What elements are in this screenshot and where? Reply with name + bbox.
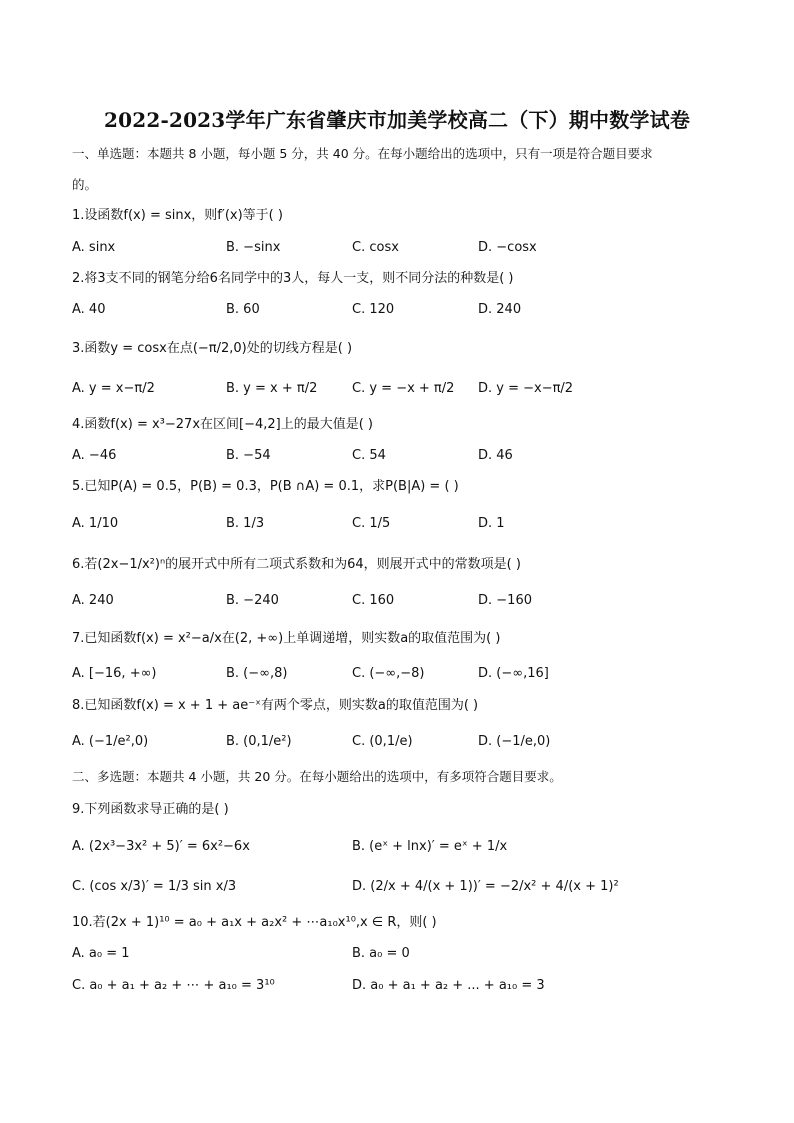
question-10-option-a: A. a₀ = 1 — [72, 946, 130, 961]
question-2-stem: 2.将3支不同的钢笔分给6名同学中的3人，每人一支，则不同分法的种数是( ) — [72, 271, 514, 286]
question-8-option-c: C. (0,1/e) — [352, 734, 413, 749]
question-4-option-a: A. −46 — [72, 448, 117, 463]
question-2-option-d: D. 240 — [478, 302, 522, 317]
question-3-option-c: C. y = −x + π/2 — [352, 381, 455, 396]
question-5-option-b: B. 1/3 — [226, 516, 265, 531]
question-2-option-c: C. 120 — [352, 302, 395, 317]
question-10-option-c: C. a₀ + a₁ + a₂ + ⋯ + a₁₀ = 3¹⁰ — [72, 978, 275, 993]
question-4-option-b: B. −54 — [226, 448, 271, 463]
question-6-option-d: D. −160 — [478, 593, 532, 608]
question-10-option-d: D. a₀ + a₁ + a₂ + ... + a₁₀ = 3 — [352, 978, 545, 993]
question-6-stem: 6.若(2x−1/x²)ⁿ的展开式中所有二项式系数和为64，则展开式中的常数项是( ) — [72, 557, 521, 572]
question-8-option-b: B. (0,1/e²) — [226, 734, 292, 749]
question-9-option-b: B. (eˣ + lnx)′ = eˣ + 1/x — [352, 839, 508, 854]
question-2-option-b: B. 60 — [226, 302, 260, 317]
question-1-option-d: D. −cosx — [478, 240, 537, 255]
question-4-option-d: D. 46 — [478, 448, 513, 463]
question-3-option-b: B. y = x + π/2 — [226, 381, 318, 396]
question-6-option-b: B. −240 — [226, 593, 279, 608]
question-2-option-a: A. 40 — [72, 302, 106, 317]
question-10-stem: 10.若(2x + 1)¹⁰ = a₀ + a₁x + a₂x² + ⋯a₁₀x¹⁰,x ∈ R，则( ) — [72, 915, 437, 930]
question-7-stem: 7.已知函数f(x) = x²−a/x在(2, +∞)上单调递增，则实数a的取值范围为( ) — [72, 631, 501, 646]
exam-title: 2022-2023学年广东省肇庆市加美学校高二（下）期中数学试卷 — [103, 108, 691, 132]
question-4-option-c: C. 54 — [352, 448, 386, 463]
question-1-option-c: C. cosx — [352, 240, 399, 255]
question-1-option-b: B. −sinx — [226, 240, 281, 255]
question-9-option-a: A. (2x³−3x² + 5)′ = 6x²−6x — [72, 839, 250, 854]
question-6-option-a: A. 240 — [72, 593, 114, 608]
question-7-option-d: D. (−∞,16] — [478, 666, 549, 681]
question-7-option-c: C. (−∞,−8) — [352, 666, 425, 681]
question-8-option-a: A. (−1/e²,0) — [72, 734, 149, 749]
question-5-option-a: A. 1/10 — [72, 516, 119, 531]
question-5-option-d: D. 1 — [478, 516, 505, 531]
question-3-stem: 3.函数y = cosx在点(−π/2,0)处的切线方程是( ) — [72, 341, 353, 356]
question-5-option-c: C. 1/5 — [352, 516, 391, 531]
question-4-stem: 4.函数f(x) = x³−27x在区间[−4,2]上的最大值是( ) — [72, 417, 373, 432]
question-9-stem: 9.下列函数求导正确的是( ) — [72, 802, 229, 817]
question-3-option-a: A. y = x−π/2 — [72, 381, 155, 396]
question-7-option-b: B. (−∞,8) — [226, 666, 288, 681]
question-9-option-c: C. (cos x/3)′ = 1/3 sin x/3 — [72, 879, 237, 894]
question-9-option-d: D. (2/x + 4/(x + 1))′ = −2/x² + 4/(x + 1)² — [352, 879, 619, 894]
question-5-stem: 5.已知P(A) = 0.5，P(B) = 0.3，P(B ∩A) = 0.1，求P(B|A) = ( ) — [72, 479, 459, 494]
section2-heading: 二、多选题：本题共 4 小题，共 20 分。在每小题给出的选项中，有多项符合题目要求。 — [72, 769, 562, 784]
section1-heading-line2: 的。 — [72, 177, 98, 192]
question-1-option-a: A. sinx — [72, 240, 116, 255]
question-1-stem: 1.设函数f(x) = sinx，则f′(x)等于( ) — [72, 208, 283, 223]
question-7-option-a: A. [−16, +∞) — [72, 666, 157, 681]
section1-heading-line1: 一、单选题：本题共 8 小题，每小题 5 分，共 40 分。在每小题给出的选项中，只有一项是符合题目要求 — [72, 146, 653, 161]
question-6-option-c: C. 160 — [352, 593, 395, 608]
question-8-stem: 8.已知函数f(x) = x + 1 + ae⁻ˣ有两个零点，则实数a的取值范围为( ) — [72, 698, 479, 713]
question-8-option-d: D. (−1/e,0) — [478, 734, 551, 749]
question-10-option-b: B. a₀ = 0 — [352, 946, 410, 961]
question-3-option-d: D. y = −x−π/2 — [478, 381, 574, 396]
